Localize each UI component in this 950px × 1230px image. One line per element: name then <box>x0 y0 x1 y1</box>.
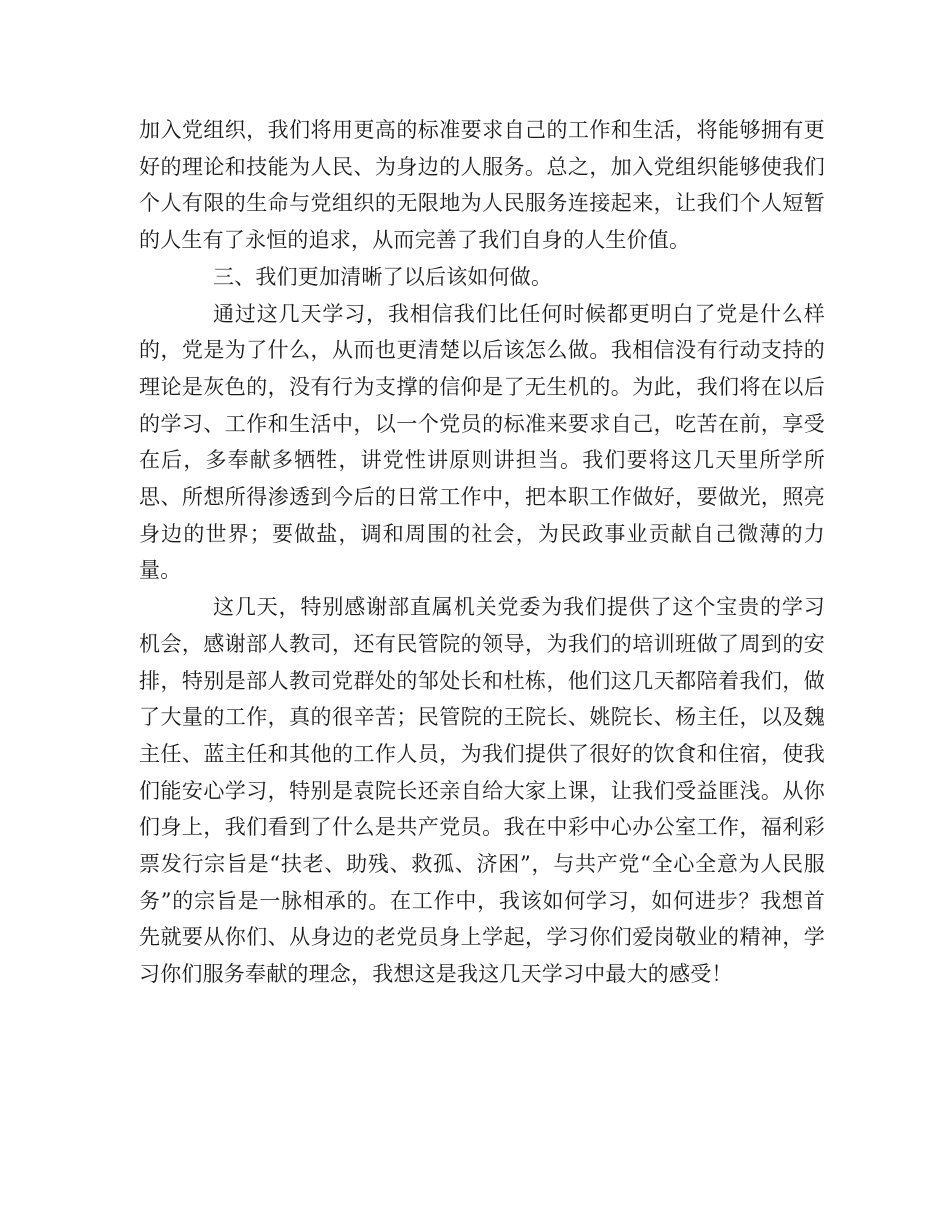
document-body <box>139 112 825 993</box>
paragraph-1: 加入党组织，我们将用更高的标准要求自己的工作和生活，将能够拥有更好的理论和技能为人民、为身边的人服务。总之，加入党组织能够使我们个人有限的生命与党组织的无限地为人民服务连接起来，让我们个人短暂的人生有了永恒的追求，从而完善了我们自身的人生价值。 <box>139 118 825 253</box>
section-heading-3: 三、我们更加清晰了以后该如何做。 <box>213 264 553 289</box>
paragraph-4: 这几天，特别感谢部直属机关党委为我们提供了这个宝贵的学习机会，感谢部人教司，还有民管院的领导，为我们的培训班做了周到的安排，特别是部人教司党群处的邹处长和杜栋，他们这几天都陪着我们，做了大量的工作，真的很辛苦；民管院的王院长、姚院长、杨主任，以及魏主任、蓝主任和其他的工作人员，为我们提供了很好的饮食和住宿，使我们能安心学习，特别是袁院长还亲自给大家上课，让我们受益匪浅。从你们身上，我们看到了什么是共产党员。我在中彩中心办公室工作，福利彩票发行宗旨是“扶老、助残、救孤、济困”，与共产党“全心全意为人民服务”的宗旨是一脉相承的。在工作中，我该如何学习，如何进步？我想首先就要从你们、从身边的老党员身上学起，学习你们爱岗敬业的精神，学习你们服务奉献的理念，我想这是我这几天学习中最大的感受！ <box>139 595 825 987</box>
paragraph-3: 通过这几天学习，我相信我们比任何时候都更明白了党是什么样的，党是为了什么，从而也更清楚以后该怎么做。我相信没有行动支持的理论是灰色的，没有行为支撑的信仰是了无生机的。为此，我们将在以后的学习、工作和生活中，以一个党员的标准来要求自己，吃苦在前，享受在后，多奉献多牺牲，讲党性讲原则讲担当。我们要将这几天里所学所思、所想所得渗透到今后的日常工作中，把本职工作做好，要做光，照亮身边的世界；要做盐，调和周围的社会，为民政事业贡献自己微薄的力量。 <box>139 301 825 583</box>
